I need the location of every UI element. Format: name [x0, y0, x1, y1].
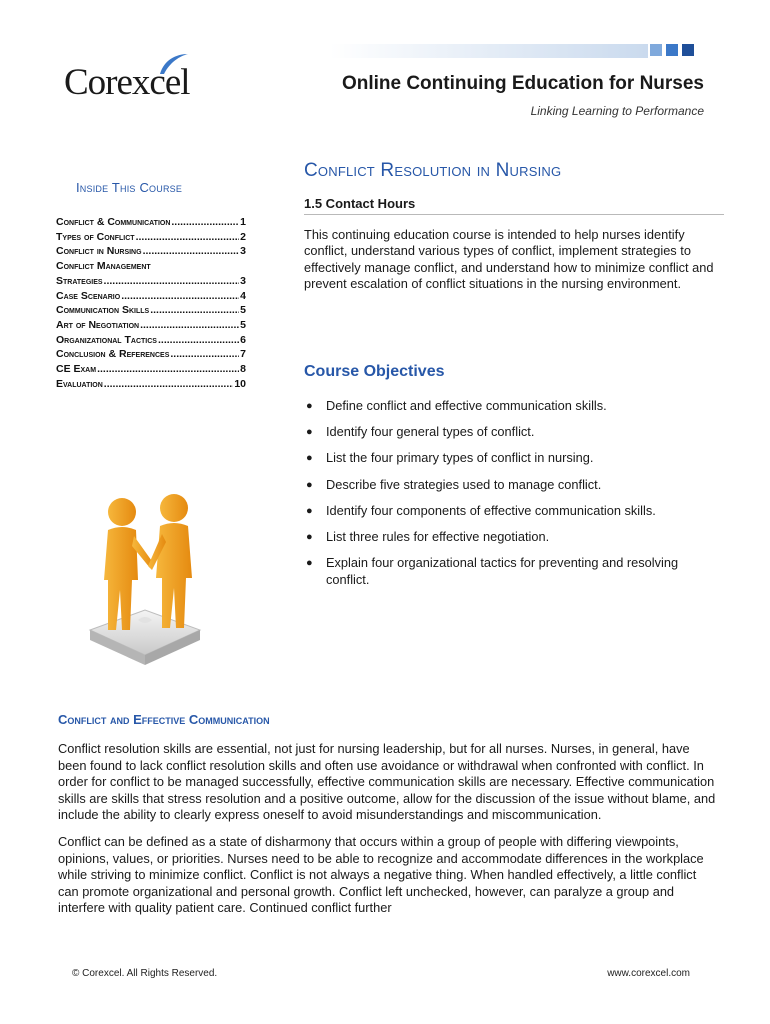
bullet-icon: ● [306, 426, 313, 439]
main-content [304, 160, 724, 293]
bullet-icon: ● [306, 400, 313, 412]
objectives-list [304, 398, 724, 598]
accent-square-medium [666, 44, 678, 56]
objective-item: ● Define conflict and effective communication skills. [306, 398, 607, 413]
header-tagline: Linking Learning to Performance [530, 104, 704, 118]
body-paragraph: Conflict resolution skills are essential, not just for nursing leadership, but for all nurses. Nurses, in general, have been found to lack conflict resolution skills and often use avoidance or withdrawal when confronted with conflict. In order for conflict to be managed successfully, effective communication skills are necessary. Effective communication skills are skills that stress resolution and a positive outcome, allow for the discussion of the issue without blame, and include the ability to clearly express oneself to avoid misunderstandings and miscommunication. [58, 741, 716, 823]
header-title: Online Continuing Education for Nurses [341, 73, 704, 94]
toc-item[interactable] [56, 230, 246, 245]
accent-square-dark [682, 44, 694, 56]
bullet-icon: ● [306, 478, 313, 491]
toc-item-continued[interactable] [56, 274, 246, 289]
objectives-title: Course Objectives [304, 363, 445, 380]
objective-item: ● Identify four components of effective communication skills. [306, 502, 656, 518]
toc-item-page: 2 [240, 230, 246, 243]
toc-item-label: Conflict & Communication [56, 216, 171, 228]
objective-item: ● List three rules for effective negotiation. [306, 529, 550, 545]
bullet-icon: ● [306, 531, 313, 544]
toc-item-page: 3 [240, 245, 246, 258]
course-intro: This continuing education course is intended to help nurses identify conflict, understand various types of conflict, implement strategies to effectively manage conflict, and understand how to minimize conflict and prevent escalation of conflict situations in the nursing environment. [304, 227, 714, 292]
header-accent-squares [650, 44, 694, 56]
toc-item-label: Types of Conflict [56, 230, 135, 243]
course-title: Conflict Resolution in Nursing [304, 160, 562, 181]
toc-item-label: CE Exam [56, 363, 97, 376]
toc-item[interactable] [56, 289, 246, 304]
toc-item-page: 4 [240, 289, 246, 302]
accent-square-light [650, 44, 662, 56]
contact-hours: 1.5 Contact Hours [304, 196, 724, 215]
section-heading: Conflict and Effective Communication [58, 712, 270, 727]
sidebar [56, 180, 246, 391]
toc-item-label: Case Scenario [56, 289, 121, 302]
body-paragraph: Conflict can be defined as a state of disharmony that occurs within a group of people with differing viewpoints, opinions, values, or priorities. Nurses need to be able to recognize and accommodate differences in the workplace while striving to minimize conflict. Conflict is not always a negative thing. When handled effectively, a little conflict can promote organizational and personal growth. Conflict left unchecked, however, can paralyze a group and interfere with quality patient care. Continued conflict further [58, 833, 704, 916]
header-gradient-bar [330, 44, 648, 58]
toc-list [56, 215, 246, 391]
objective-item: ● Describe five strategies used to manage conflict. [306, 476, 602, 492]
toc-item[interactable] [56, 362, 246, 377]
toc-item[interactable] [56, 333, 246, 348]
toc-item[interactable] [56, 215, 246, 230]
section-body [58, 741, 718, 927]
toc-item-label: Evaluation [56, 377, 103, 390]
toc-item-page: 3 [240, 274, 246, 287]
toc-heading: Inside This Course [76, 180, 183, 195]
corexcel-logo [64, 52, 214, 102]
toc-item-label: Conclusion & References [56, 348, 170, 361]
toc-item-label: Communication Skills [56, 304, 150, 317]
bullet-icon: ● [306, 452, 313, 465]
toc-item[interactable] [56, 244, 246, 259]
bullet-icon: ● [306, 557, 313, 570]
bullet-icon: ● [306, 504, 313, 517]
toc-item-label: Organizational Tactics [56, 333, 157, 346]
toc-item-page: 10 [234, 377, 246, 390]
toc-item-label: Conflict in Nursing [56, 245, 142, 258]
objective-item: ● Explain four organizational tactics for preventing and resolving conflict. [306, 555, 679, 587]
toc-item[interactable] [56, 259, 246, 274]
toc-item-page: 7 [240, 348, 246, 361]
toc-item-page: 8 [240, 363, 246, 376]
handshake-puzzle-illustration [50, 480, 250, 680]
toc-item[interactable] [56, 303, 246, 318]
svg-text:Corexcel: Corexcel [64, 62, 190, 102]
footer-website-link[interactable]: www.corexcel.com [607, 968, 690, 979]
toc-item[interactable] [56, 347, 246, 362]
toc-item-label: Art of Negotiation [56, 318, 140, 331]
objective-item: ● Identify four general types of conflict. [306, 424, 535, 440]
toc-item-page: 5 [240, 318, 246, 331]
toc-item-label: Strategies [56, 274, 103, 287]
objective-item: ● List the four primary types of conflict in nursing. [306, 450, 594, 466]
toc-item-label: Conflict Management [56, 260, 151, 273]
toc-item-page: 5 [240, 304, 246, 317]
footer-copyright: © Corexcel. All Rights Reserved. [72, 968, 218, 979]
toc-item-page: 1 [240, 216, 246, 228]
toc-item[interactable] [56, 318, 246, 333]
toc-item-page: 6 [240, 333, 246, 346]
toc-item[interactable] [56, 377, 246, 392]
